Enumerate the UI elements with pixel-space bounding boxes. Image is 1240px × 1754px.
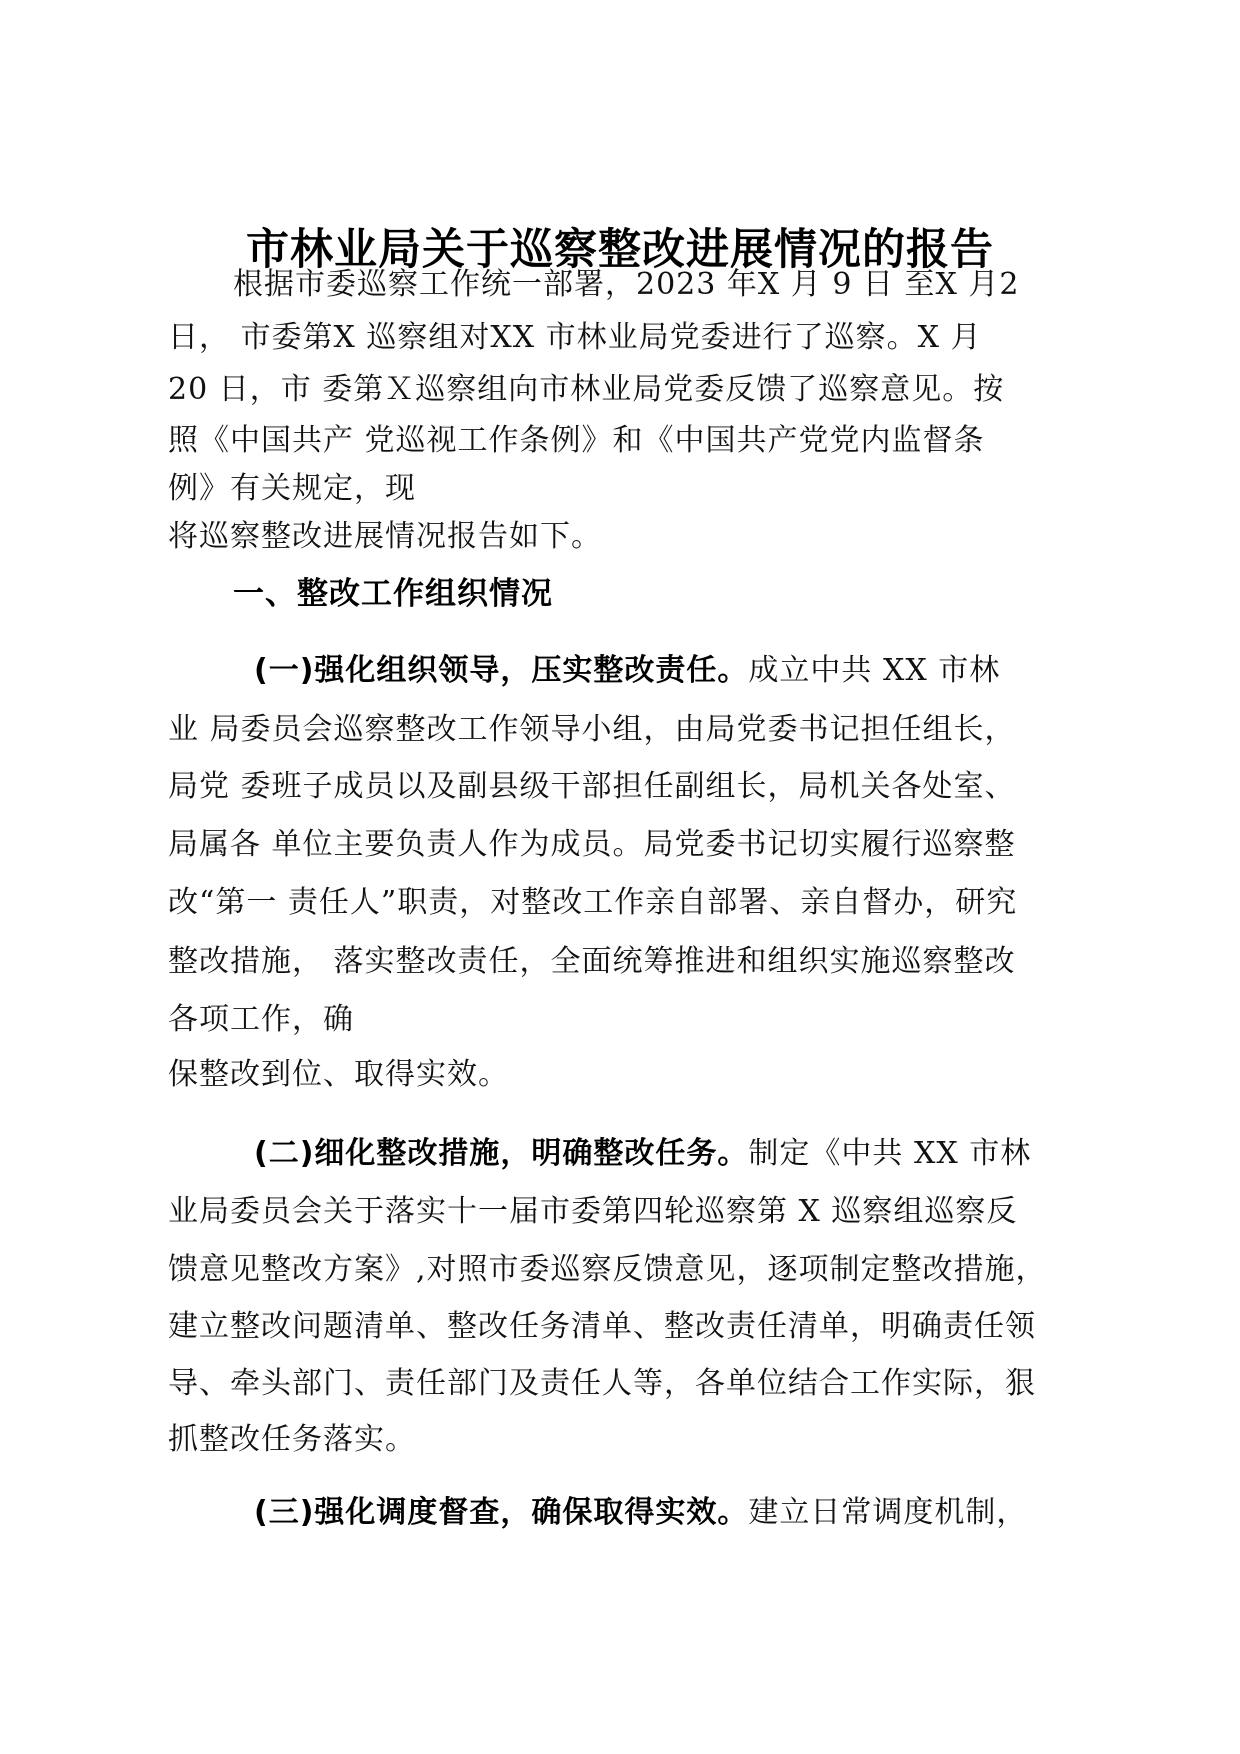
para3-lead: (三)强化调度督查，确保取得实效。 — [254, 1495, 749, 1530]
para3-first-rest: 建立日常调度机制， — [748, 1495, 1028, 1530]
para2-line-5: 导、牵头部门、责任部门及责任人等，各单位结合工作实际，狠 — [168, 1366, 1036, 1401]
intro-line-6: 将巡察整改进展情况报告如下。 — [168, 519, 602, 554]
para1-first-line — [254, 651, 1000, 691]
para2-line-3: 馈意见整改方案》,对照市委巡察反馈意见，逐项制定整改措施， — [168, 1252, 1047, 1287]
para3-first-line — [254, 1493, 1027, 1533]
intro-line-1: 根据市委巡察工作统一部署，2023 年X 月 9 日 至X 月2 — [233, 267, 1020, 302]
para1-line-2: 业 局委员会巡察整改工作领导小组，由局党委书记担任组长， — [168, 712, 1016, 747]
para1-line-7: 各项工作，确 — [168, 1002, 354, 1037]
para2-first-rest: 制定《中共 XX 市林 — [748, 1136, 1032, 1171]
para2-line-6: 抓整改任务落实。 — [168, 1422, 416, 1457]
para1-line-3: 局党 委班子成员以及副县级干部担任副组长，局机关各处室、 — [168, 769, 1016, 804]
intro-line-3: 20 日，市 委第Ｘ巡察组向市林业局党委反馈了巡察意见。按 — [168, 372, 1005, 407]
section-heading-1: 一、整改工作组织情况 — [233, 576, 553, 612]
para1-lead: (一)强化组织领导，压实整改责任。 — [254, 653, 749, 688]
para2-line-4: 建立整改问题清单、整改任务清单、整改责任清单，明确责任领 — [168, 1309, 1036, 1344]
para1-line-8: 保整改到位、取得实效。 — [168, 1057, 509, 1092]
para1-first-rest: 成立中共 XX 市林 — [748, 653, 1001, 688]
intro-line-4: 照《中国共产 党巡视工作条例》和《中国共产党党内监督条 — [168, 423, 985, 458]
para1-line-5: 改“第一 责任人”职责，对整改工作亲自部署、亲自督办，研究 — [168, 885, 1018, 920]
para2-first-line — [254, 1134, 1031, 1174]
para2-line-2: 业局委员会关于落实十一届市委第四轮巡察第 X 巡察组巡察反 — [168, 1194, 1018, 1229]
document-title: 市林业局关于巡察整改进展情况的报告 — [246, 225, 994, 275]
para1-line-4: 局属各 单位主要负责人作为成员。局党委书记切实履行巡察整 — [168, 827, 1016, 862]
intro-line-5: 例》有关规定，现 — [168, 471, 416, 506]
para1-line-6: 整改措施， 落实整改责任，全面统筹推进和组织实施巡察整改 — [168, 944, 1016, 979]
intro-line-2: 日， 市委第X 巡察组对XX 市林业局党委进行了巡察。X 月 — [168, 320, 982, 355]
para2-lead: (二)细化整改措施，明确整改任务。 — [254, 1136, 749, 1171]
